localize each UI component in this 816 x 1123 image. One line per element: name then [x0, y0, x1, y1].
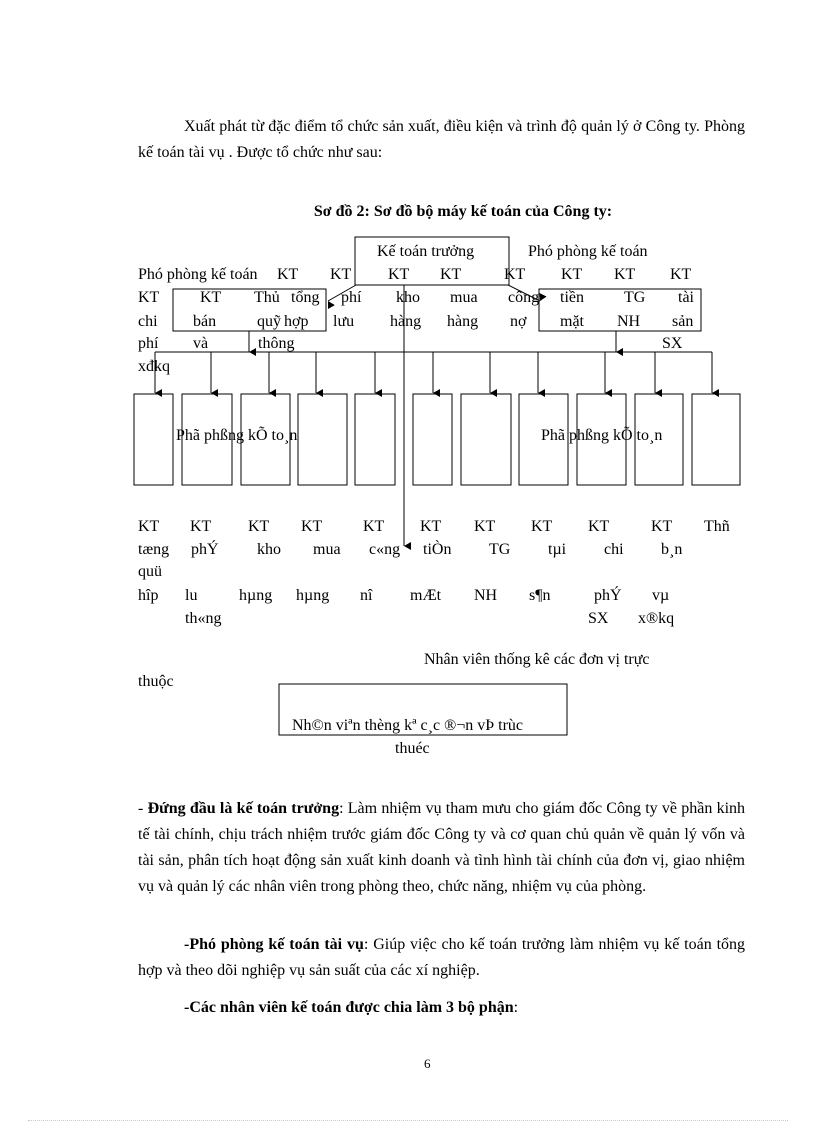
- diagram-word: Thñ: [704, 518, 730, 535]
- diagram-word: hàng: [390, 313, 422, 330]
- dept-box-7: [461, 394, 511, 485]
- diagram-word: và: [193, 335, 209, 352]
- diagram-word: KT: [651, 518, 673, 535]
- diagram-word: KT: [301, 518, 323, 535]
- diagram-word: SX: [662, 335, 683, 352]
- para3-bold: -Các nhân viên kế toán được chia làm 3 bộ phận: [184, 999, 514, 1016]
- diagram-word: KT: [138, 289, 160, 306]
- footer-dotted-line: [28, 1120, 788, 1121]
- diagram-title: Sơ đồ 2: Sơ đồ bộ máy kế toán của Công ty:: [313, 203, 613, 220]
- diagram-word: lưu: [333, 313, 355, 330]
- diagram-word: sản: [672, 313, 694, 330]
- diagram-word: SX: [588, 610, 609, 627]
- box-label-left: Phã phßng kÕ to¸n: [176, 427, 298, 444]
- diagram-word: KT: [277, 266, 299, 283]
- para1-rest: : Làm nhiệm vụ tham mưu cho giám đốc Công ty về phần kinh tế tài chính, chịu trách nhiệm trước giám đốc Công ty và cơ quan chủ quản về quản lý vốn và tài sản, phân tích hoạt động sản xuất kinh doanh và tình hình tài chính của đơn vị, giao nhiệm vụ và quản lý các nhân viên trong phòng theo, chức năng, nhiệm vụ của phòng.: [138, 800, 746, 895]
- diagram-word: KT: [330, 266, 352, 283]
- diagram-word: mua: [450, 289, 478, 306]
- para3-rest: :: [513, 999, 519, 1016]
- diagram-word: hợp: [284, 313, 309, 330]
- diagram-word: KT: [363, 518, 385, 535]
- para2-rest: : Giúp việc cho kế toán trưởng làm nhiệm vụ kế toán tổng hợp và theo dõi nghiệp vụ sản suất của các xí nghiệp.: [138, 936, 746, 979]
- diagram-word: KT: [388, 266, 410, 283]
- diagram-word: vµ: [652, 587, 670, 604]
- diagram-word: tiền: [560, 289, 584, 306]
- diagram-word: kho: [396, 289, 420, 306]
- diagram-word: nî: [360, 587, 373, 604]
- paragraph-chief-accountant: [138, 796, 745, 900]
- dept-box-6: [413, 394, 452, 485]
- diagram-word: phí: [138, 335, 159, 352]
- chief-accountant-label: Kế toán trưởng: [377, 243, 475, 260]
- box-label-right: Phã phßng kÕ to¸n: [541, 427, 663, 444]
- diagram-word: b¸n: [661, 541, 683, 558]
- diagram-word: công: [508, 289, 540, 306]
- diagram-word: phÝ: [594, 587, 622, 604]
- diagram-word: mặt: [560, 313, 584, 330]
- diagram-word: quü: [138, 563, 162, 580]
- diagram-word: KT: [138, 518, 160, 535]
- diagram-word: hµng: [296, 587, 330, 604]
- diagram-word: hµng: [239, 587, 273, 604]
- diagram-word: mÆt: [410, 587, 442, 604]
- diagram-word: KT: [561, 266, 583, 283]
- paragraph-staff: [138, 995, 745, 1021]
- staff-caption-cont: thuộc: [138, 673, 174, 690]
- staff-box-label-cont: thuéc: [395, 740, 430, 757]
- diagram-word: nợ: [510, 313, 527, 330]
- deputy-left-label: Phó phòng kế toán: [138, 266, 258, 283]
- diagram-word: KT: [248, 518, 270, 535]
- diagram-word: c«ng: [369, 541, 401, 558]
- diagram-word: tổng: [291, 289, 320, 306]
- diagram-word: mua: [313, 541, 341, 558]
- diagram-word: KT: [670, 266, 692, 283]
- dept-box-4: [298, 394, 347, 485]
- diagram-word: tµi: [548, 541, 567, 558]
- diagram-word: KT: [588, 518, 610, 535]
- diagram-word: NH: [617, 313, 641, 330]
- diagram-word: KT: [420, 518, 442, 535]
- diagram-word: KT: [200, 289, 222, 306]
- para2-bold: -Phó phòng kế toán tài vụ: [184, 936, 364, 953]
- diagram-word: KT: [190, 518, 212, 535]
- diagram-word: phÝ: [191, 541, 219, 558]
- diagram-word: chi: [604, 541, 624, 558]
- diagram-word: tæng: [138, 541, 170, 558]
- diagram-word: TG: [489, 541, 511, 558]
- diagram-word: quỹ: [257, 313, 281, 330]
- diagram-word: bán: [193, 313, 217, 330]
- dept-box-1: [134, 394, 173, 485]
- diagram-word: x®kq: [638, 610, 675, 627]
- diagram-word: NH: [474, 587, 498, 604]
- dept-box-11: [692, 394, 740, 485]
- diagram-word: chi: [138, 313, 158, 330]
- page-number: 6: [424, 1056, 431, 1071]
- diagram-word: tiÒn: [423, 541, 452, 558]
- deputy-right-label: Phó phòng kế toán: [528, 243, 648, 260]
- paragraph-deputy: [138, 932, 745, 984]
- dept-box-5: [355, 394, 395, 485]
- para1-bold: Đứng đầu là kế toán trưởng: [147, 800, 340, 817]
- diagram-word: KT: [504, 266, 526, 283]
- para1-lead: -: [138, 800, 148, 817]
- diagram-word: KT: [531, 518, 553, 535]
- diagram-word: kho: [257, 541, 281, 558]
- intro-paragraph: Xuất phát từ đặc điểm tổ chức sản xuất, điều kiện và trình độ quản lý ở Công ty. Phòng kế toán tài vụ . Được tổ chức như sau:: [138, 118, 745, 161]
- diagram-word: phí: [341, 289, 362, 306]
- diagram-word: xđkq: [138, 358, 170, 375]
- diagram-word: hàng: [447, 313, 479, 330]
- diagram-word: thông: [258, 335, 295, 352]
- diagram-word: s¶n: [529, 587, 551, 604]
- staff-box-label: Nh©n viªn thèng kª c¸c ®¬n vÞ trùc: [292, 717, 524, 734]
- diagram-word: KT: [474, 518, 496, 535]
- diagram-word: Thủ: [254, 289, 280, 306]
- staff-caption: Nhân viên thống kê các đơn vị trực: [424, 651, 650, 668]
- diagram-word: TG: [624, 289, 646, 306]
- diagram-word: KT: [614, 266, 636, 283]
- diagram-word: th«ng: [185, 610, 222, 627]
- diagram-word: tài: [678, 289, 694, 306]
- diagram-word: KT: [440, 266, 462, 283]
- diagram-word: hîp: [138, 587, 159, 604]
- diagram-word: lu: [185, 587, 198, 604]
